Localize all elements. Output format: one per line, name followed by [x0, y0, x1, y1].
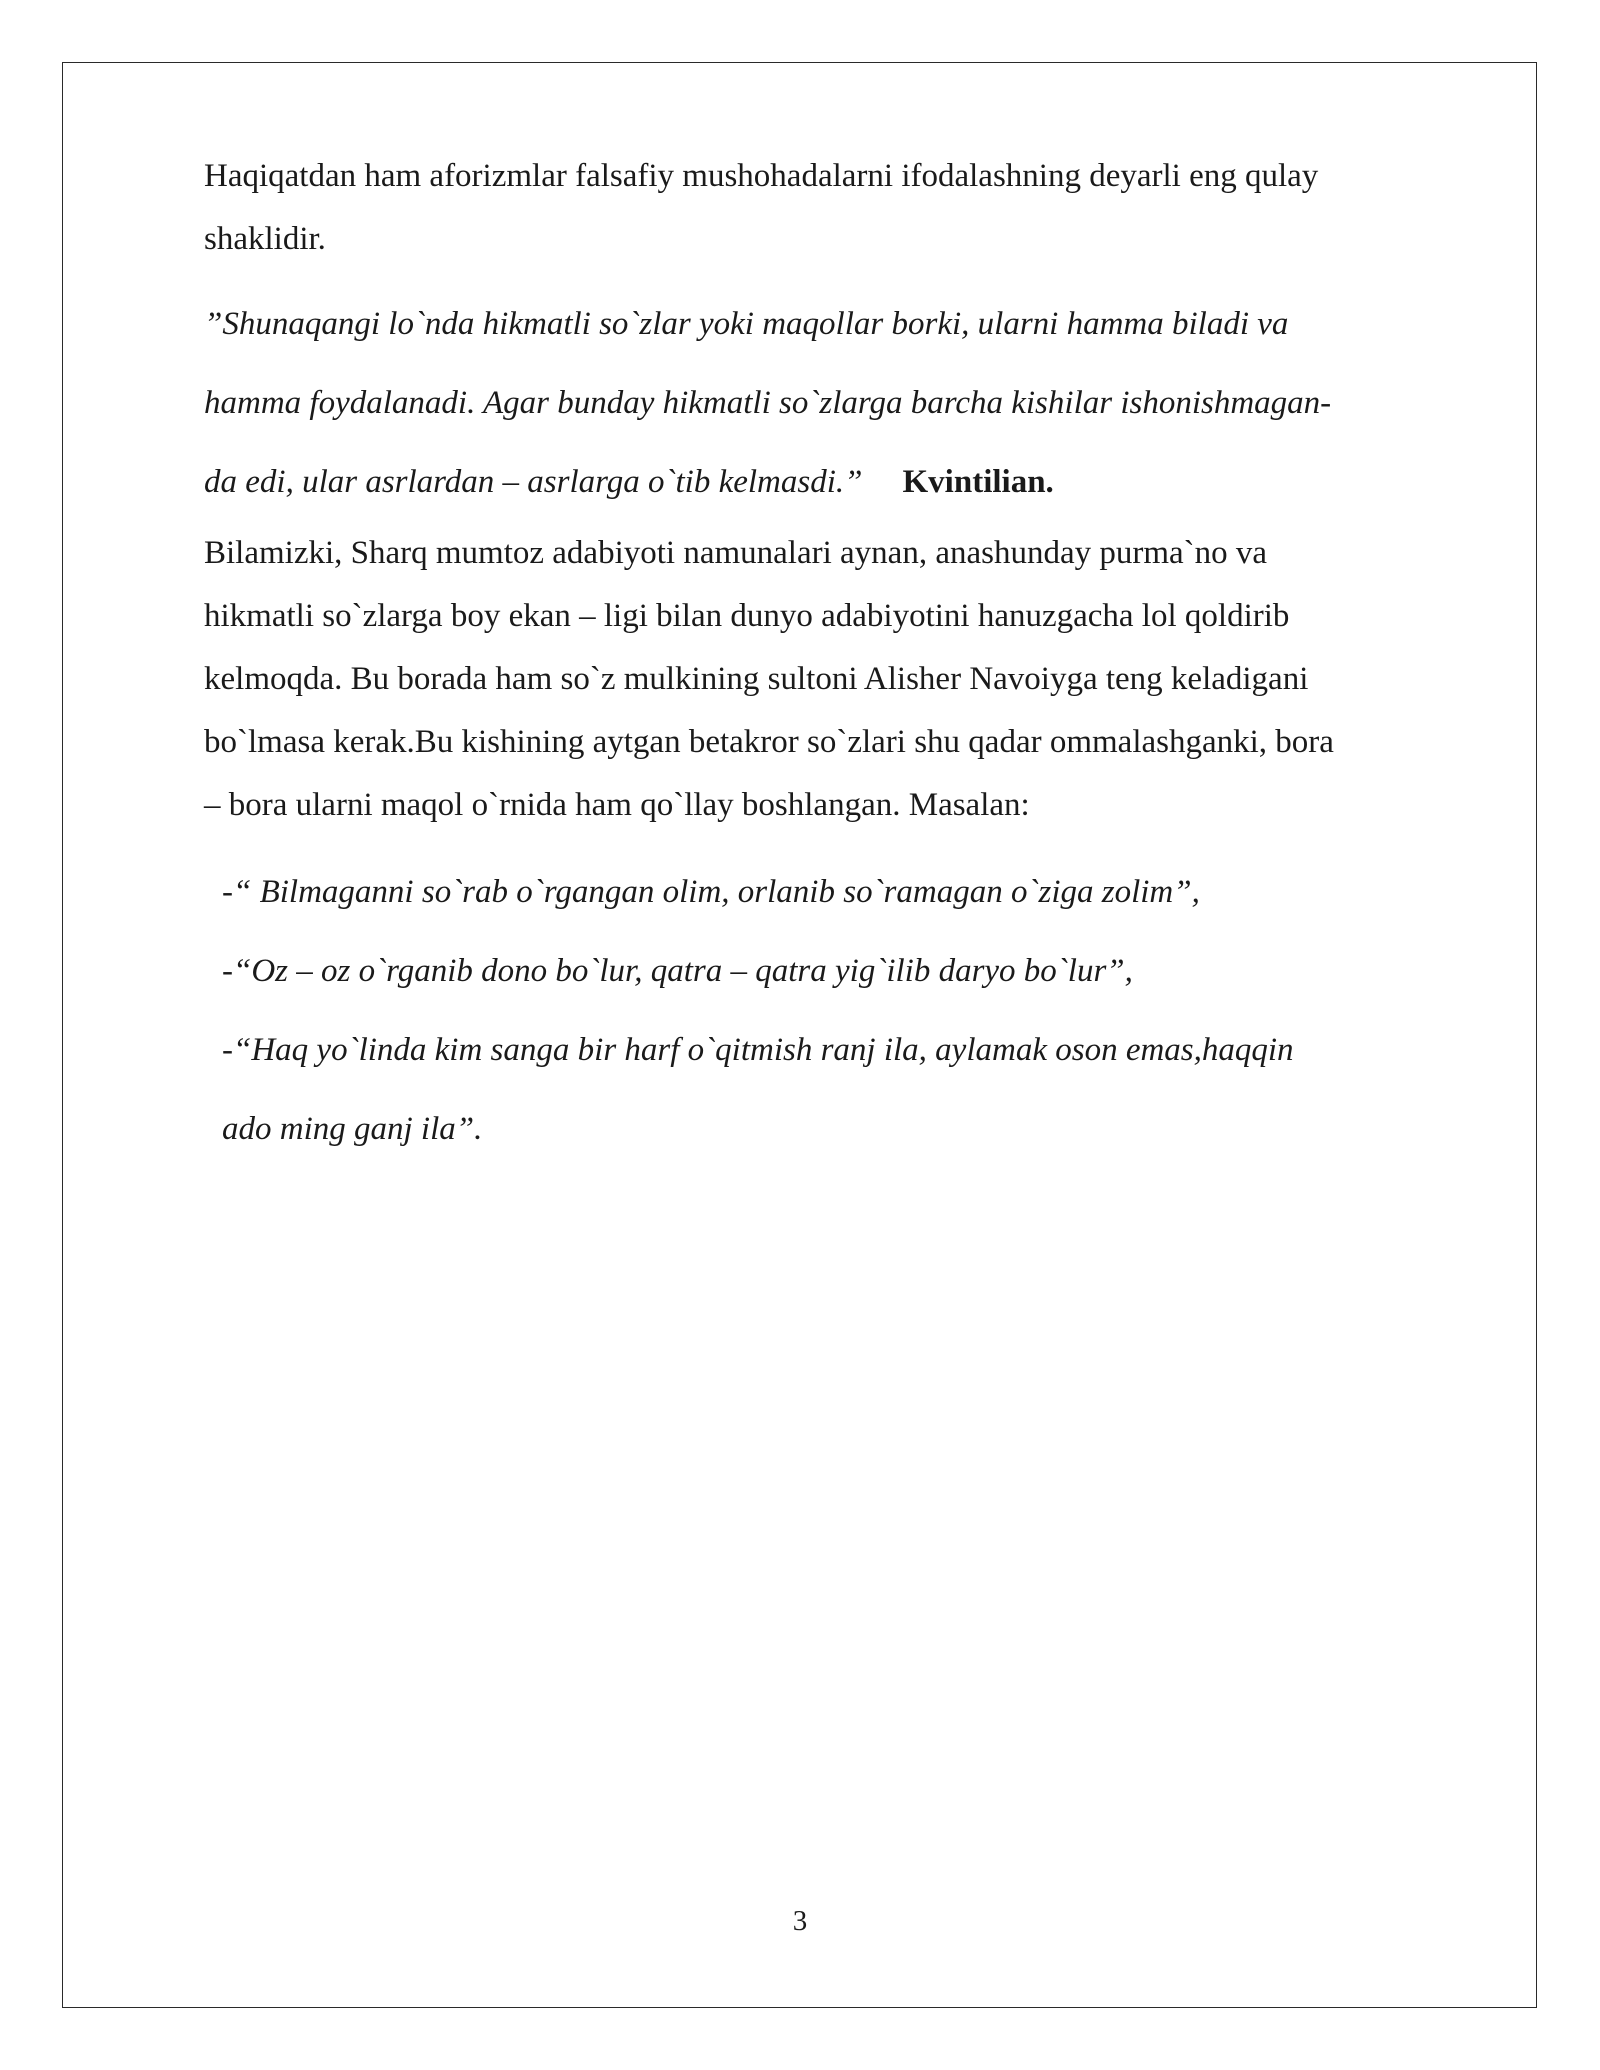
body-line: hikmatli so`zlarga boy ekan – ligi bilan dunyo adabiyotini hanuzgacha lol qoldirib	[204, 598, 1290, 634]
quote-line-with-author	[204, 443, 1474, 522]
intro-line: Haqiqatdan ham aforizmlar falsafiy mushohadalarni ifodalashning deyarli eng qulay	[204, 158, 1319, 194]
quote-paragraph	[204, 285, 1474, 522]
quote-line: ”Shunaqangi lo`nda hikmatli so`zlar yoki maqollar borki, ularni hamma biladi va	[204, 306, 1289, 342]
proverb-text: “Oz – oz o`rganib dono bo`lur, qatra – qatra yig`ilib daryo bo`lur”,	[233, 953, 1133, 989]
intro-line: shaklidir.	[204, 221, 326, 257]
quote-author: Kvintilian.	[902, 464, 1054, 500]
page-number: 3	[792, 1905, 808, 1937]
proverb-list	[204, 853, 1474, 1169]
proverb-dash: -	[222, 1032, 233, 1068]
proverb-item	[222, 1011, 1474, 1090]
proverb-item	[222, 853, 1474, 932]
page-content	[204, 145, 1474, 1169]
body-line: – bora ularni maqol o`rnida ham qo`llay boshlangan. Masalan:	[204, 787, 1030, 823]
body-line: kelmoqda. Bu borada ham so`z mulkining sultoni Alisher Navoiyga teng keladigani	[204, 661, 1309, 697]
body-paragraph	[204, 522, 1474, 837]
intro-paragraph	[204, 145, 1474, 271]
proverb-item	[222, 932, 1474, 1011]
quote-line: da edi, ular asrlardan – asrlarga o`tib kelmasdi.”	[204, 464, 863, 500]
proverb-text: “ Bilmaganni so`rab o`rgangan olim, orlanib so`ramagan o`ziga zolim”,	[233, 874, 1200, 910]
proverb-item-continuation	[222, 1090, 1474, 1169]
proverb-dash: -	[222, 874, 233, 910]
body-line: Bilamizki, Sharq mumtoz adabiyoti namunalari aynan, anashunday purma`no va	[204, 535, 1268, 571]
proverb-text: “Haq yo`linda kim sanga bir harf o`qitmish ranj ila, aylamak oson emas,haqqin	[233, 1032, 1294, 1068]
proverb-text: ado ming ganj ila”.	[222, 1111, 483, 1147]
proverb-dash: -	[222, 953, 233, 989]
body-line: bo`lmasa kerak.Bu kishining aytgan betakror so`zlari shu qadar ommalashganki, bora	[204, 724, 1334, 760]
quote-line: hamma foydalanadi. Agar bunday hikmatli so`zlarga barcha kishilar ishonishmagan-	[204, 385, 1332, 421]
